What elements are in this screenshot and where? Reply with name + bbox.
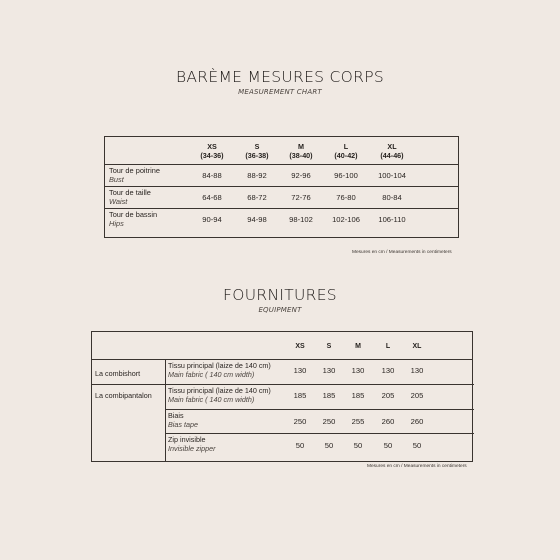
table-cell: 92-96 [291, 171, 311, 180]
material-label-fr: Zip invisible [168, 435, 206, 444]
table-cell: 72-76 [291, 193, 311, 202]
table-cell: 100-104 [378, 171, 406, 180]
row-divider [165, 433, 474, 434]
table-cell: 102-106 [332, 215, 360, 224]
equipment-units-note: Mesures en cm / Measurements in centimeters [367, 464, 467, 469]
table-cell: 96-100 [334, 171, 358, 180]
size-header-xs [187, 142, 237, 160]
row-label [109, 167, 160, 184]
row-label-en: Hips [109, 218, 124, 228]
material-label [168, 362, 271, 379]
table-cell: 50 [324, 441, 334, 450]
row-label [109, 211, 157, 228]
size-code: L [343, 142, 349, 151]
size-header-xs: XS [295, 343, 305, 350]
table-cell: 130 [293, 366, 307, 375]
column-divider [165, 360, 166, 462]
table-cell: 130 [322, 366, 336, 375]
table-cell: 80-84 [382, 193, 402, 202]
table-cell: 94-98 [247, 215, 267, 224]
row-label-fr: Tour de poitrine [109, 166, 160, 175]
garment-label-combishort: La combishort [95, 369, 141, 378]
table-cell: 76-80 [336, 193, 356, 202]
size-code: XL [387, 142, 397, 151]
material-label-fr: Tissu principal (laize de 140 cm) [168, 386, 271, 395]
equipment-title: FOURNITURES [223, 286, 337, 304]
equipment-table-header [92, 332, 472, 360]
table-cell: 260 [410, 417, 424, 426]
material-label-en: Bias tape [168, 419, 198, 429]
material-label-en: Invisible zipper [168, 443, 216, 453]
table-cell: 50 [353, 441, 363, 450]
size-header-m: M [355, 343, 361, 350]
size-header-l [321, 142, 371, 160]
table-cell: 90-94 [202, 215, 222, 224]
measurement-chart-title: BARÈME MESURES CORPS [175, 68, 385, 86]
table-cell: 250 [293, 417, 307, 426]
measurement-table-header [105, 137, 458, 165]
row-label [109, 189, 151, 206]
table-cell: 130 [410, 366, 424, 375]
garment-label-combipantalon: La combipantalon [95, 391, 152, 400]
measurement-row-waist [105, 187, 458, 209]
table-cell: 106-110 [378, 215, 406, 224]
table-cell: 205 [410, 391, 424, 400]
table-cell: 88-92 [247, 171, 267, 180]
table-cell: 185 [351, 391, 365, 400]
size-range: (38-40) [289, 151, 313, 160]
equipment-subtitle: EQUIPMENT [258, 306, 302, 314]
table-cell: 185 [293, 391, 307, 400]
size-header-xl [367, 142, 417, 160]
row-label-fr: Tour de bassin [109, 210, 158, 219]
row-divider [92, 384, 474, 385]
table-cell: 50 [412, 441, 422, 450]
table-cell: 260 [381, 417, 395, 426]
measurement-units-note: Mesures en cm / Measurements in centimeters [352, 250, 452, 255]
material-label [168, 387, 271, 404]
row-label-en: Waist [109, 196, 128, 206]
table-cell: 50 [383, 441, 393, 450]
material-label-fr: Biais [168, 411, 184, 420]
size-header-s [232, 142, 282, 160]
measurement-table [104, 136, 459, 238]
measurement-row-bust [105, 165, 458, 187]
table-cell: 255 [351, 417, 365, 426]
row-divider [165, 409, 474, 410]
size-range: (36-38) [245, 151, 269, 160]
size-range: (34-36) [200, 151, 224, 160]
table-cell: 64-68 [202, 193, 222, 202]
table-cell: 98-102 [289, 215, 313, 224]
material-label-en: Main fabric ( 140 cm width) [168, 394, 255, 404]
equipment-table [91, 331, 473, 462]
material-label-fr: Tissu principal (laize de 140 cm) [168, 361, 271, 370]
table-cell: 185 [322, 391, 336, 400]
table-cell: 130 [381, 366, 395, 375]
size-range: (44-46) [380, 151, 404, 160]
measurement-chart-subtitle: MEASUREMENT CHART [238, 88, 322, 96]
table-cell: 84-88 [202, 171, 222, 180]
size-header-s: S [326, 343, 332, 350]
table-cell: 205 [381, 391, 395, 400]
table-cell: 130 [351, 366, 365, 375]
size-code: M [298, 142, 304, 151]
material-label [168, 436, 216, 453]
material-label-en: Main fabric ( 140 cm width) [168, 369, 255, 379]
row-label-en: Bust [109, 174, 124, 184]
table-cell: 68-72 [247, 193, 267, 202]
material-label [168, 412, 198, 429]
size-range: (40-42) [334, 151, 358, 160]
table-cell: 250 [322, 417, 336, 426]
table-cell: 50 [295, 441, 305, 450]
size-header-l: L [385, 343, 391, 350]
row-label-fr: Tour de taille [109, 188, 151, 197]
size-header-xl: XL [412, 343, 422, 350]
size-header-m [276, 142, 326, 160]
measurement-row-hips [105, 209, 458, 231]
size-code: XS [207, 142, 217, 151]
size-code: S [254, 142, 260, 151]
